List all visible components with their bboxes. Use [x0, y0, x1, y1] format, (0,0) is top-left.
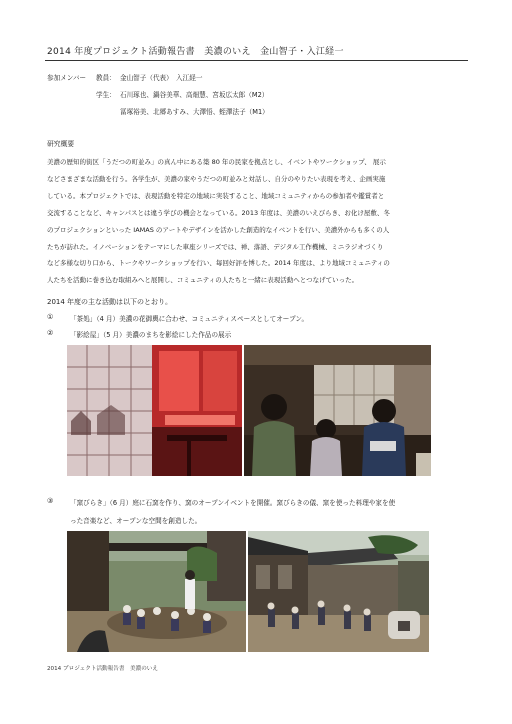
- students-label: 学生：: [96, 91, 116, 99]
- item-number-3: ③: [47, 497, 54, 505]
- faculty-label: 教員：: [96, 74, 116, 82]
- children-viewing-photo: [244, 345, 431, 476]
- overview-line: 人たちを活動に巻き込む取組みへと展開し、コミュニティの人たちと一緒に表現活動へとつなげていった。: [47, 276, 359, 285]
- activity-item-2: 「影絵屋」（5 月）美濃のまちを影絵にした作品の展示: [70, 331, 232, 339]
- activity-item-3-line-1: 「窯びらき」（6 月）庭に石窯を作り、窯のオープンイベントを開催。窯びらきの儀、窯を使った料理や家を使: [70, 499, 396, 507]
- faculty-names: 金山智子（代表） 入江経一: [120, 74, 203, 82]
- page-title: 2014 年度プロジェクト活動報告書 美濃のいえ 金山智子・入江経一: [47, 47, 344, 57]
- overview-line: たちが訪れた。イノベーションをテーマにした車座シリーズでは、禅、落語、デジタル工作機械、ミニラジオづくり: [47, 242, 384, 251]
- title-underline: [45, 60, 468, 61]
- activity-item-1: 「茶処」（4 月）美濃の花御輿に合わせ、コミュニティスペースとしてオープン。: [70, 315, 309, 323]
- overview-paragraph: [47, 154, 467, 289]
- overview-line: など多様な切り口から、トークやワークショップを行い、毎回好評を博した。2014 年度は、より地域コミュニティの: [47, 259, 390, 268]
- overview-line: 交流することなど、キャンパスとは違う学びの機会となっている。2013 年度は、美濃のいえびらき、お化け屋敷、冬: [47, 208, 390, 217]
- activity-item-3-line-2: った音楽など、オープンな空間を創造した。: [70, 517, 202, 525]
- students-line-2: 冨塚裕美、北郷あすみ、大澤悟、蛭澤法子（M1）: [120, 108, 269, 116]
- item-number-2: ②: [47, 329, 54, 337]
- overview-heading: 研究概要: [47, 140, 75, 148]
- overview-line: 美濃の歴知的街区「うだつの町並み」の真ん中にある築 80 年の民家を拠点とし、イベントやワークショップ、 展示: [47, 158, 386, 166]
- page-footer: 2014 プロジェクト活動報告書 美濃のいえ: [47, 666, 158, 672]
- courtyard-gathering-photo: [67, 531, 246, 652]
- overview-line: のプロジェクションといった IAMAS のアートやデザインを活かした創造的なイベントを行い、美濃外からも多くの人: [47, 225, 390, 234]
- overview-line: などさまざまな活動を行う。各学生が、美濃の家やうだつの町並みと対話し、自分のやりたい表現を考え、企画実施: [47, 174, 386, 183]
- activities-lead: 2014 年度の主な活動は以下のとおり。: [47, 298, 173, 306]
- item-number-1: ①: [47, 313, 54, 321]
- members-label: 参加メンバー: [47, 74, 87, 82]
- students-line-1: 石川琢也、鍋谷美華、高畑慧、宮坂広太郎（M2）: [120, 91, 269, 99]
- overview-line: している。本プロジェクトでは、表現活動を特定の地域に実装すること、地域コミュニティからの参加者や鑑賞者と: [47, 191, 385, 200]
- kiln-house-photo: [248, 531, 429, 652]
- shadow-play-photo: [67, 345, 242, 476]
